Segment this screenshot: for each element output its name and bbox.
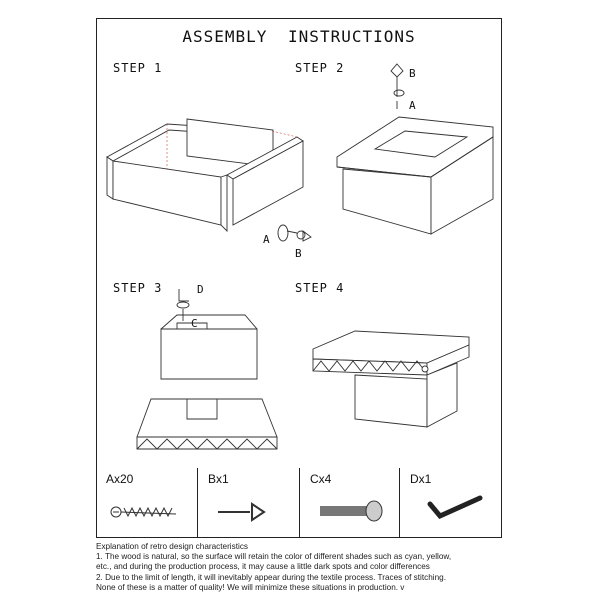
explanation-text (96, 542, 506, 593)
explanation-line-2: 1. The wood is natural, so the surface will retain the color of different shades such as cyan, yellow, (96, 552, 452, 562)
step-1-screw-callout (278, 225, 311, 241)
callout-d-step3: D (197, 283, 205, 296)
callout-a-step2: A (409, 99, 417, 112)
part-b-cell (198, 468, 300, 538)
parts-list (96, 468, 502, 538)
step-4-label: STEP 4 (295, 281, 345, 295)
step-3-label: STEP 3 (113, 281, 163, 295)
part-d-cell (400, 468, 502, 538)
callout-c-step3: C (191, 317, 199, 330)
part-d-label: Dx1 (410, 472, 432, 486)
step-2-key-callout (391, 64, 404, 109)
part-c-cell (300, 468, 400, 538)
step-1-illustration (107, 119, 303, 231)
explanation-line-1: Explanation of retro design characteristics (96, 542, 249, 551)
assembly-illustrations (97, 19, 503, 469)
callout-b-step1: B (295, 247, 303, 260)
step-1-label: STEP 1 (113, 61, 163, 75)
part-c-label: Cx4 (310, 472, 332, 486)
part-b-label: Bx1 (208, 472, 229, 486)
step-3-illustration (137, 315, 277, 449)
step-4-illustration (313, 331, 469, 427)
part-a-cell (96, 468, 198, 538)
explanation-line-5: None of these is a matter of quality! We will minimize these situations in production. v (96, 582, 405, 592)
explanation-line-3: etc., and during the production process, it may cause a little dark spots and color differences (96, 562, 430, 572)
instruction-sheet (96, 18, 502, 538)
step-2-illustration (337, 117, 493, 234)
explanation-line-4: 2. Due to the limit of length, it will inevitably appear during the textile process. Traces of stitching. (96, 572, 446, 582)
step-2-label: STEP 2 (295, 61, 345, 75)
callout-b-step2: B (409, 67, 417, 80)
callout-a-step1: A (263, 233, 271, 246)
page-title: ASSEMBLY INSTRUCTIONS (182, 27, 416, 46)
part-a-label: Ax20 (106, 472, 134, 486)
